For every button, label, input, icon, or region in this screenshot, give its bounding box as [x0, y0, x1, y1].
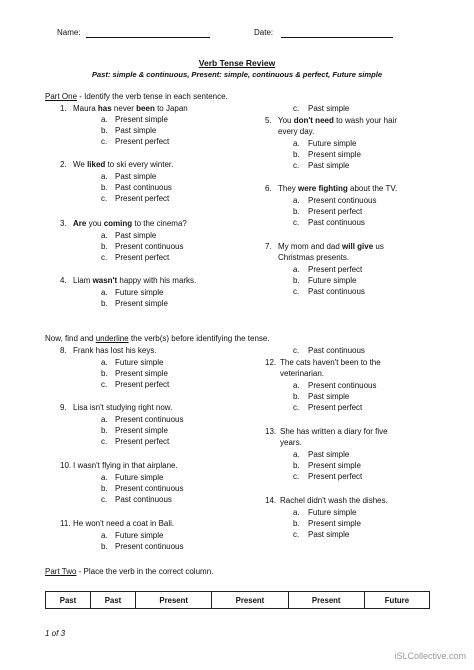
q4-option-b[interactable]: Present simple: [115, 299, 168, 308]
q3-option-c[interactable]: Present perfect: [115, 253, 170, 262]
q14-option-a-letter: a.: [293, 508, 300, 517]
q6-sentence: They were fighting about the TV.: [278, 184, 398, 193]
q5-num: 5.: [265, 116, 272, 125]
q6-option-a[interactable]: Present continuous: [308, 196, 377, 205]
q9-sentence[interactable]: Lisa isn't studying right now.: [73, 403, 173, 412]
q1-option-b[interactable]: Past simple: [115, 126, 157, 135]
q1-option-a[interactable]: Present simple: [115, 115, 168, 124]
q1-sentence: Maura has never been to Japan: [73, 104, 188, 113]
part-one-heading: [45, 92, 228, 102]
column-header-present-2[interactable]: Present: [212, 592, 288, 609]
date-blank[interactable]: [281, 37, 393, 38]
name-label: Name:: [57, 28, 81, 37]
tense-columns-table: [45, 591, 430, 609]
q2-option-b[interactable]: Past continuous: [115, 183, 172, 192]
part-two-label: Part Two: [45, 567, 77, 576]
q1-option-c-letter: c.: [101, 137, 108, 146]
q9-option-b-letter: b.: [101, 426, 108, 435]
q4-option-a[interactable]: Future simple: [115, 288, 164, 297]
q3-option-b-letter: b.: [101, 242, 108, 251]
q11-option-b[interactable]: Present continuous: [115, 542, 184, 551]
column-header-past-2[interactable]: Past: [91, 592, 136, 609]
q5-option-c-letter: c.: [293, 161, 300, 170]
q13-option-a-letter: a.: [293, 450, 300, 459]
q9-option-a-letter: a.: [101, 415, 108, 424]
q3-option-c-letter: c.: [101, 253, 108, 262]
q12-num: 12.: [265, 358, 277, 367]
q6-option-b[interactable]: Present perfect: [308, 207, 363, 216]
q14-option-a[interactable]: Future simple: [308, 508, 357, 517]
q10-option-b[interactable]: Present continuous: [115, 484, 184, 493]
q2-option-a[interactable]: Past simple: [115, 172, 157, 181]
q10-option-a-letter: a.: [101, 473, 108, 482]
q4-num: 4.: [60, 276, 67, 285]
q14-num: 14.: [265, 496, 277, 505]
q7-option-c-letter: c.: [293, 287, 300, 296]
column-header-future[interactable]: Future: [364, 592, 429, 609]
q11-num: 11.: [60, 519, 71, 528]
q14-option-b[interactable]: Present simple: [308, 519, 361, 528]
q10-option-a[interactable]: Future simple: [115, 473, 164, 482]
q5-option-b-letter: b.: [293, 150, 300, 159]
q8-option-c[interactable]: Present perfect: [115, 380, 170, 389]
q12-option-c-letter: c.: [293, 403, 300, 412]
part-one-instruction: - Identify the verb tense in each sentence.: [77, 92, 228, 101]
q2-option-c[interactable]: Present perfect: [115, 194, 170, 203]
page-title: Verb Tense Review: [198, 58, 276, 68]
q13-sentence[interactable]: She has written a diary for five: [280, 427, 388, 436]
q5-sentence: You don't need to wash your hair: [278, 116, 397, 125]
q10-num: 10.: [60, 461, 72, 470]
q12-option-b[interactable]: Past simple: [308, 392, 350, 401]
q9-option-a[interactable]: Present continuous: [115, 415, 184, 424]
q8-option-b[interactable]: Present simple: [115, 369, 168, 378]
section2-instruction: Now, find and underline the verb(s) before identifying the tense.: [45, 334, 270, 343]
q6-option-c-letter: c.: [293, 218, 300, 227]
q2-num: 2.: [60, 160, 67, 169]
q10-option-b-letter: b.: [101, 484, 108, 493]
q2-sentence: We liked to ski every winter.: [73, 160, 174, 169]
q7-option-c[interactable]: Past continuous: [308, 287, 365, 296]
q6-num: 6.: [265, 184, 272, 193]
q3-num: 3.: [60, 219, 67, 228]
page-subtitle: Past: simple & continuous, Present: simple, continuous & perfect, Future simple: [91, 70, 383, 79]
q3-option-a-letter: a.: [101, 231, 108, 240]
part-two-heading: [45, 567, 213, 577]
q11-option-a-letter: a.: [101, 531, 108, 540]
q4-option-c-letter: c.: [293, 104, 300, 113]
q14-sentence[interactable]: Rachel didn't wash the dishes.: [280, 496, 388, 505]
q1-option-a-letter: a.: [101, 115, 108, 124]
q12-option-c[interactable]: Present perfect: [308, 403, 363, 412]
q13-option-a[interactable]: Past simple: [308, 450, 350, 459]
q6-option-a-letter: a.: [293, 196, 300, 205]
q3-sentence: Are you coming to the cinema?: [73, 219, 187, 228]
q12-option-a-letter: a.: [293, 381, 300, 390]
q3-option-b[interactable]: Present continuous: [115, 242, 184, 251]
q14-option-c-letter: c.: [293, 530, 300, 539]
q13-option-c-letter: c.: [293, 472, 300, 481]
q2-option-b-letter: b.: [101, 183, 108, 192]
q7-num: 7.: [265, 242, 272, 251]
q11-sentence[interactable]: He won't need a coat in Bali.: [73, 519, 175, 528]
q13-sentence-line2[interactable]: years.: [280, 438, 302, 447]
q8-num: 8.: [60, 346, 67, 355]
q9-option-b[interactable]: Present simple: [115, 426, 168, 435]
q2-option-a-letter: a.: [101, 172, 108, 181]
q8-sentence[interactable]: Frank has lost his keys.: [73, 346, 157, 355]
q9-option-c[interactable]: Present perfect: [115, 437, 170, 446]
q9-option-c-letter: c.: [101, 437, 108, 446]
q9-num: 9.: [60, 403, 67, 412]
part-one-label: Part One: [45, 92, 78, 101]
part-two-instruction: - Place the verb in the correct column.: [76, 567, 214, 576]
name-blank[interactable]: [86, 37, 210, 38]
table-header-row: [46, 592, 430, 609]
q6-option-c[interactable]: Past continuous: [308, 218, 365, 227]
q7-sentence-line2: Christmas presents.: [278, 253, 350, 262]
q12-sentence[interactable]: The cats haven't been to the: [280, 358, 381, 367]
q7-option-b[interactable]: Future simple: [308, 276, 357, 285]
q5-option-c[interactable]: Past simple: [308, 161, 350, 170]
q5-option-b[interactable]: Present simple: [308, 150, 361, 159]
q12-option-b-letter: b.: [293, 392, 300, 401]
q14-option-b-letter: b.: [293, 519, 300, 528]
date-label: Date:: [254, 28, 274, 37]
q1-num: 1.: [60, 104, 67, 113]
q7-option-a-letter: a.: [293, 265, 300, 274]
q13-option-b-letter: b.: [293, 461, 300, 470]
q2-option-c-letter: c.: [101, 194, 108, 203]
page-number: 1 of 3: [45, 629, 66, 638]
q4-option-b-letter: b.: [101, 299, 108, 308]
column-header-present-3[interactable]: Present: [288, 592, 364, 609]
q13-option-b[interactable]: Present simple: [308, 461, 361, 470]
q4-option-a-letter: a.: [101, 288, 108, 297]
q11-option-a[interactable]: Future simple: [115, 531, 164, 540]
q1-option-b-letter: b.: [101, 126, 108, 135]
q11-option-b-letter: b.: [101, 542, 108, 551]
q8-option-a[interactable]: Future simple: [115, 358, 164, 367]
q12-sentence-line2[interactable]: veterinarian.: [280, 369, 325, 378]
q7-option-a[interactable]: Present perfect: [308, 265, 363, 274]
q8-option-b-letter: b.: [101, 369, 108, 378]
q1-option-c[interactable]: Present perfect: [115, 137, 170, 146]
q10-option-c-letter: c.: [101, 495, 108, 504]
q4-sentence: Liam wasn't happy with his marks.: [73, 276, 197, 285]
q7-option-b-letter: b.: [293, 276, 300, 285]
q8-option-c-letter: c.: [101, 380, 108, 389]
q6-option-b-letter: b.: [293, 207, 300, 216]
q4-option-c[interactable]: Past simple: [308, 104, 350, 113]
column-header-past-1[interactable]: Past: [46, 592, 91, 609]
q5-option-a-letter: a.: [293, 139, 300, 148]
q10-option-c[interactable]: Past continuous: [115, 495, 172, 504]
q5-option-a[interactable]: Future simple: [308, 139, 357, 148]
q5-sentence-line2: every day.: [278, 127, 315, 136]
q3-option-a[interactable]: Past simple: [115, 231, 157, 240]
q12-option-a[interactable]: Present continuous: [308, 381, 377, 390]
q11-option-c-letter: c.: [293, 346, 300, 355]
q7-sentence: My mom and dad will give us: [278, 242, 384, 251]
q13-num: 13.: [265, 427, 277, 436]
column-header-present-1[interactable]: Present: [136, 592, 212, 609]
islcollective-watermark: iSLCollective.com: [394, 651, 466, 661]
q10-sentence[interactable]: I wasn't flying in that airplane.: [73, 461, 178, 470]
q14-option-c[interactable]: Past simple: [308, 530, 350, 539]
q8-option-a-letter: a.: [101, 358, 108, 367]
q13-option-c[interactable]: Present perfect: [308, 472, 363, 481]
q11-option-c[interactable]: Past continuous: [308, 346, 365, 355]
